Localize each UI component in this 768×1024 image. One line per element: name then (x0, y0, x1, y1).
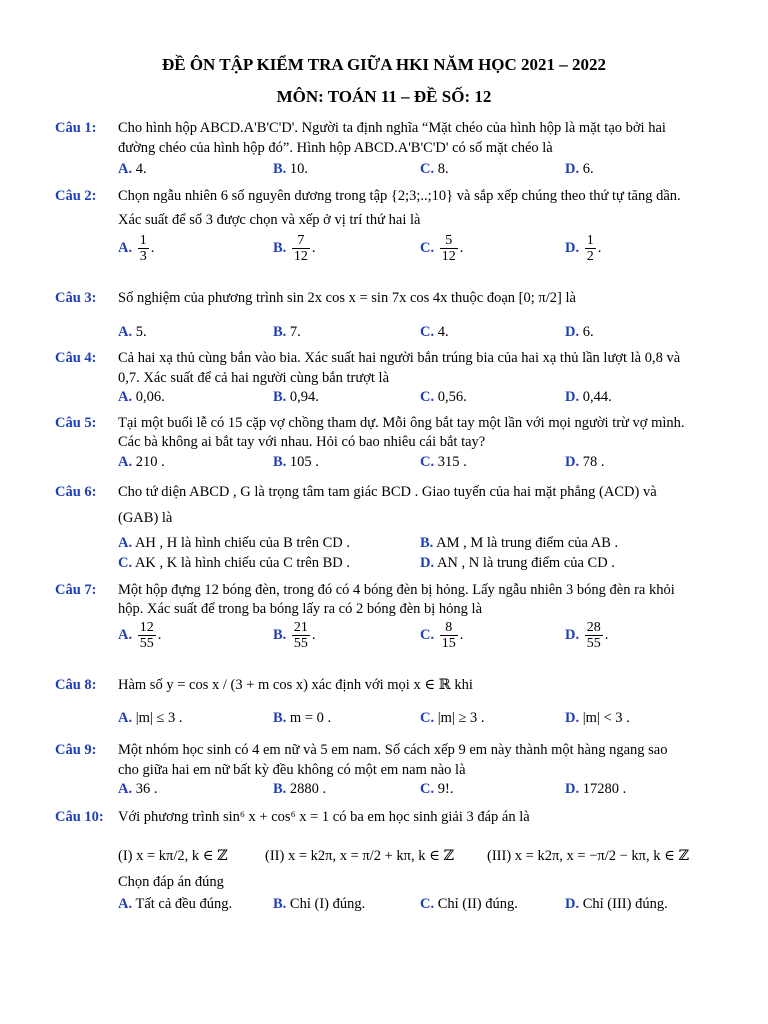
question-text: Với phương trình sin⁶ x + cos⁶ x = 1 có ba em học sinh giải 3 đáp án là (118, 809, 530, 825)
option-c: C. $\frac{5}{12}$ . (420, 233, 464, 265)
option-d: D. |m| < 3 . (565, 710, 630, 726)
option-a: A. 36 . (118, 781, 158, 797)
option-d: D. 6. (565, 324, 594, 340)
option-d: D. $\frac{28}{55}$ . (565, 620, 609, 652)
option-a: A. Tất cả đều đúng. (118, 896, 233, 912)
question-text: Chọn đáp án đúng (118, 874, 224, 890)
question-text: Cả hai xạ thủ cùng bắn vào bia. Xác suất hai người bắn trúng bia của hai xạ thủ lần lượt là 0,8 và (118, 350, 681, 366)
question-label: Câu 3: (55, 290, 97, 306)
option-a: A. 0,06. (118, 389, 165, 405)
option-c: C. |m| ≥ 3 . (420, 710, 485, 726)
solution-3: (III) x = k2π, x = −π/2 − kπ, k ∈ ℤ (487, 848, 690, 864)
question-text: đường chéo của hình hộp đó”. Hình hộp ABCD.A'B'C'D' có số mặt chéo là (118, 140, 553, 156)
question-text: Cho hình hộp ABCD.A'B'C'D'. Người ta định nghĩa “Mặt chéo của hình hộp là mặt tạo bởi hai (118, 120, 666, 136)
solution-2: (II) x = k2π, x = π/2 + kπ, k ∈ ℤ (265, 848, 455, 864)
question-text: Hàm số y = cos x / (3 + m cos x) xác định với mọi x ∈ ℝ khi (118, 677, 473, 693)
question-label: Câu 4: (55, 350, 97, 366)
option-c: C. AK , K là hình chiếu của C trên BD . (118, 555, 350, 571)
question-label: Câu 9: (55, 742, 97, 758)
question-text: Các bà không ai bắt tay với nhau. Hỏi có bao nhiêu cái bắt tay? (118, 434, 486, 450)
option-c: C. Chỉ (II) đúng. (420, 896, 518, 912)
option-b: B. 105 . (273, 454, 319, 470)
option-d: D. 17280 . (565, 781, 627, 797)
option-b: B. 0,94. (273, 389, 319, 405)
question-text: Cho tứ diện ABCD , G là trọng tâm tam giác BCD . Giao tuyến của hai mặt phẳng (ACD) và (118, 484, 657, 500)
option-b: B. m = 0 . (273, 710, 332, 726)
option-b: B. AM , M là trung điểm của AB . (420, 535, 619, 551)
question-text: (GAB) là (118, 510, 173, 526)
question-label: Câu 5: (55, 415, 97, 431)
question-text: Một nhóm học sinh có 4 em nữ và 5 em nam. Số cách xếp 9 em này thành một hàng ngang sao (118, 742, 668, 758)
option-d: D. 6. (565, 161, 594, 177)
option-a: A. AH , H là hình chiếu của B trên CD . (118, 535, 350, 551)
question-label: Câu 2: (55, 188, 97, 204)
option-a: A. $\frac{1}{3}$ . (118, 233, 155, 265)
option-c: C. 9!. (420, 781, 454, 797)
option-a: A. $\frac{12}{55}$ . (118, 620, 162, 652)
question-label: Câu 7: (55, 582, 97, 598)
option-a: A. 5. (118, 324, 147, 340)
option-b: B. 2880 . (273, 781, 327, 797)
question-label: Câu 6: (55, 484, 97, 500)
option-b: B. 7. (273, 324, 301, 340)
question-label: Câu 10: (55, 809, 104, 825)
question-text: Tại một buổi lễ có 15 cặp vợ chồng tham dự. Mỗi ông bắt tay một lần với mọi người trừ vợ mình. (118, 415, 685, 431)
option-c: C. 315 . (420, 454, 467, 470)
question-text: 0,7. Xác suất để cả hai người cùng bắn trượt là (118, 370, 390, 386)
option-b: B. Chỉ (I) đúng. (273, 896, 366, 912)
question-text: Xác suất để số 3 được chọn và xếp ở vị trí thứ hai là (118, 212, 421, 228)
option-c: C. $\frac{8}{15}$ . (420, 620, 464, 652)
option-d: D. Chỉ (III) đúng. (565, 896, 668, 912)
option-d: D. 0,44. (565, 389, 612, 405)
exam-title: ĐỀ ÔN TẬP KIỂM TRA GIỮA HKI NĂM HỌC 2021 – 2022 (161, 55, 607, 74)
option-b: B. 10. (273, 161, 309, 177)
question-text: cho giữa hai em nữ bất kỳ đều không có một em nam nào là (118, 762, 466, 778)
option-c: C. 8. (420, 161, 449, 177)
exam-subtitle: MÔN: TOÁN 11 – ĐỀ SỐ: 12 (276, 87, 492, 106)
option-c: C. 4. (420, 324, 449, 340)
option-a: A. 210 . (118, 454, 165, 470)
option-a: A. |m| ≤ 3 . (118, 710, 183, 726)
question-text: hộp. Xác suất để trong ba bóng lấy ra có 2 bóng đèn bị hỏng là (118, 601, 483, 617)
option-d: D. AN , N là trung điểm của CD . (420, 555, 615, 571)
solution-1: (I) x = kπ/2, k ∈ ℤ (118, 848, 228, 864)
question-text: Một hộp đựng 12 bóng đèn, trong đó có 4 bóng đèn bị hỏng. Lấy ngẫu nhiên 3 bóng đèn ra khỏi (118, 582, 675, 598)
question-label: Câu 1: (55, 120, 97, 136)
option-d: D. 78 . (565, 454, 605, 470)
option-a: A. 4. (118, 161, 147, 177)
option-b: B. $\frac{21}{55}$ . (273, 620, 316, 652)
question-text: Chọn ngẫu nhiên 6 số nguyên dương trong tập {2;3;..;10} và sắp xếp chúng theo thứ tự tăng dần. (118, 188, 681, 204)
option-c: C. 0,56. (420, 389, 467, 405)
option-d: D. $\frac{1}{2}$ . (565, 233, 602, 265)
question-label: Câu 8: (55, 677, 97, 693)
question-text: Số nghiệm của phương trình sin 2x cos x = sin 7x cos 4x thuộc đoạn [0; π/2] là (118, 290, 576, 306)
option-b: B. $\frac{7}{12}$ . (273, 233, 316, 265)
